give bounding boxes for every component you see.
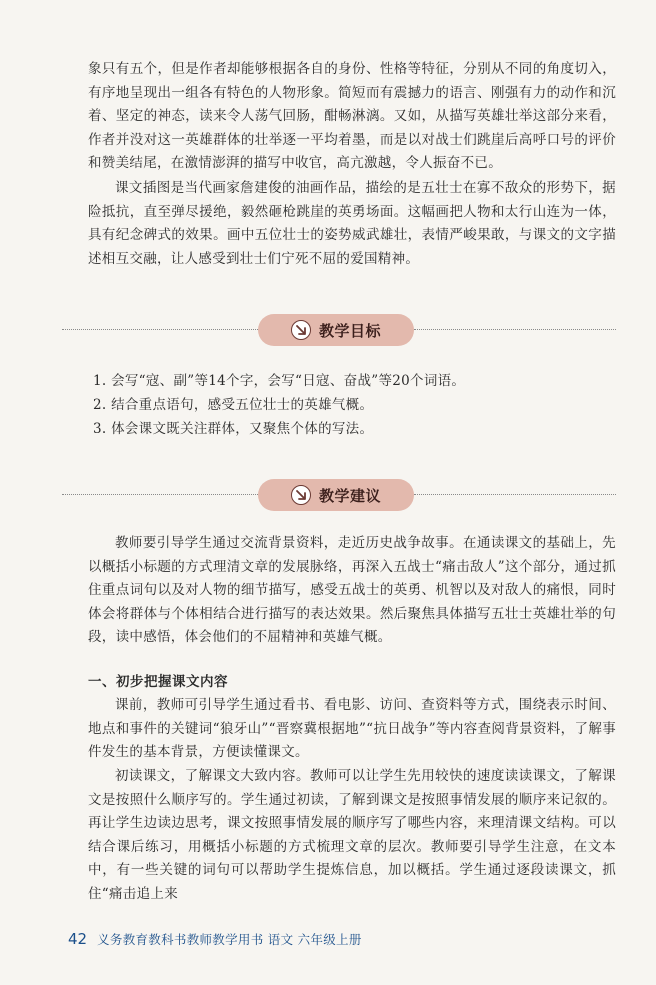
down-right-arrow-circle-icon <box>291 485 311 505</box>
page-number: 42 <box>68 930 88 948</box>
section-divider-left <box>62 494 258 495</box>
subsection-heading: 一、初步把握课文内容 <box>88 674 228 690</box>
section-divider-left <box>62 329 258 330</box>
section-badge-advice <box>258 479 414 511</box>
down-right-arrow-circle-icon <box>291 320 311 340</box>
section-divider-right <box>414 329 616 330</box>
body-paragraph: 初读课文，了解课文大致内容。教师可以让学生先用较快的速度读读课文，了解课文是按照什么顺序写的。学生通过初读，了解到课文是按照事情发展的顺序来记叙的。再让学生边读边思考，课文按照事情发展的顺序写了哪些内容，来理清课文结构。可以结合课后练习，用概括小标题的方式梳理文章的层次。教师要引导学生注意，在文本中，有一些关键的词句可以帮助学生提炼信息，加以概括。学生通过逐段读课文，抓住“痛击追上来 <box>88 768 616 902</box>
page-footer <box>68 930 362 948</box>
body-paragraph: 教师要引导学生通过交流背景资料，走近历史战争故事。在通读课文的基础上，先以概括小标题的方式理清文章的发展脉络，再深入五战士“痛击敌人”这个部分，通过抓住重点词句以及对人物的细节描写，感受五战士的英勇、机智以及对敌人的痛恨，同时体会将群体与个体相结合进行描写的表达效果。然后聚焦具体描写五壮士英雄壮举的句段，读中感悟，体会他们的不屈精神和英雄气概。 <box>88 535 616 646</box>
section-title: 教学目标 <box>318 321 381 340</box>
goal-item: 2. 结合重点语句，感受五位壮士的英雄气概。 <box>93 397 374 413</box>
body-paragraph: 课前，教师可引导学生通过看书、看电影、访问、查资料等方式，围绕表示时间、地点和事件的关键词“狼牙山”“晋察冀根据地”“抗日战争”等内容查阅背景资料，了解事件发生的基本背景，方便读懂课文。 <box>88 697 616 761</box>
goal-item: 3. 体会课文既关注群体，又聚焦个体的写法。 <box>93 421 374 437</box>
section-divider-right <box>414 494 616 495</box>
body-paragraph: 课文插图是当代画家詹建俊的油画作品，描绘的是五壮士在寡不敌众的形势下，据险抵抗，直至弹尽援绝，毅然砸枪跳崖的英勇场面。这幅画把人物和太行山连为一体，具有纪念碑式的效果。画中五位壮士的姿势威武雄壮，表情严峻果敢，与课文的文字描述相互交融，让人感受到壮士们宁死不屈的爱国精神。 <box>88 180 616 267</box>
body-paragraph: 象只有五个，但是作者却能够根据各自的身份、性格等特征，分别从不同的角度切入，有序地呈现出一组各有特色的人物形象。简短而有震撼力的语言、刚强有力的动作和沉着、坚定的神态，读来令人荡气回肠，酣畅淋漓。又如，从描写英雄壮举这部分来看，作者并没对这一英雄群体的壮举逐一平均着墨，而是以对战士们跳崖后高呼口号的评价和赞美结尾，在激情澎湃的描写中收官，高亢激越，令人振奋不已。 <box>88 61 616 172</box>
book-title: 义务教育教科书教师教学用书 语文 六年级上册 <box>97 932 362 947</box>
goal-item: 1. 会写“寇、副”等14个字，会写“日寇、奋战”等20个词语。 <box>93 373 466 389</box>
section-badge-goals <box>258 314 414 346</box>
section-title: 教学建议 <box>318 486 381 505</box>
